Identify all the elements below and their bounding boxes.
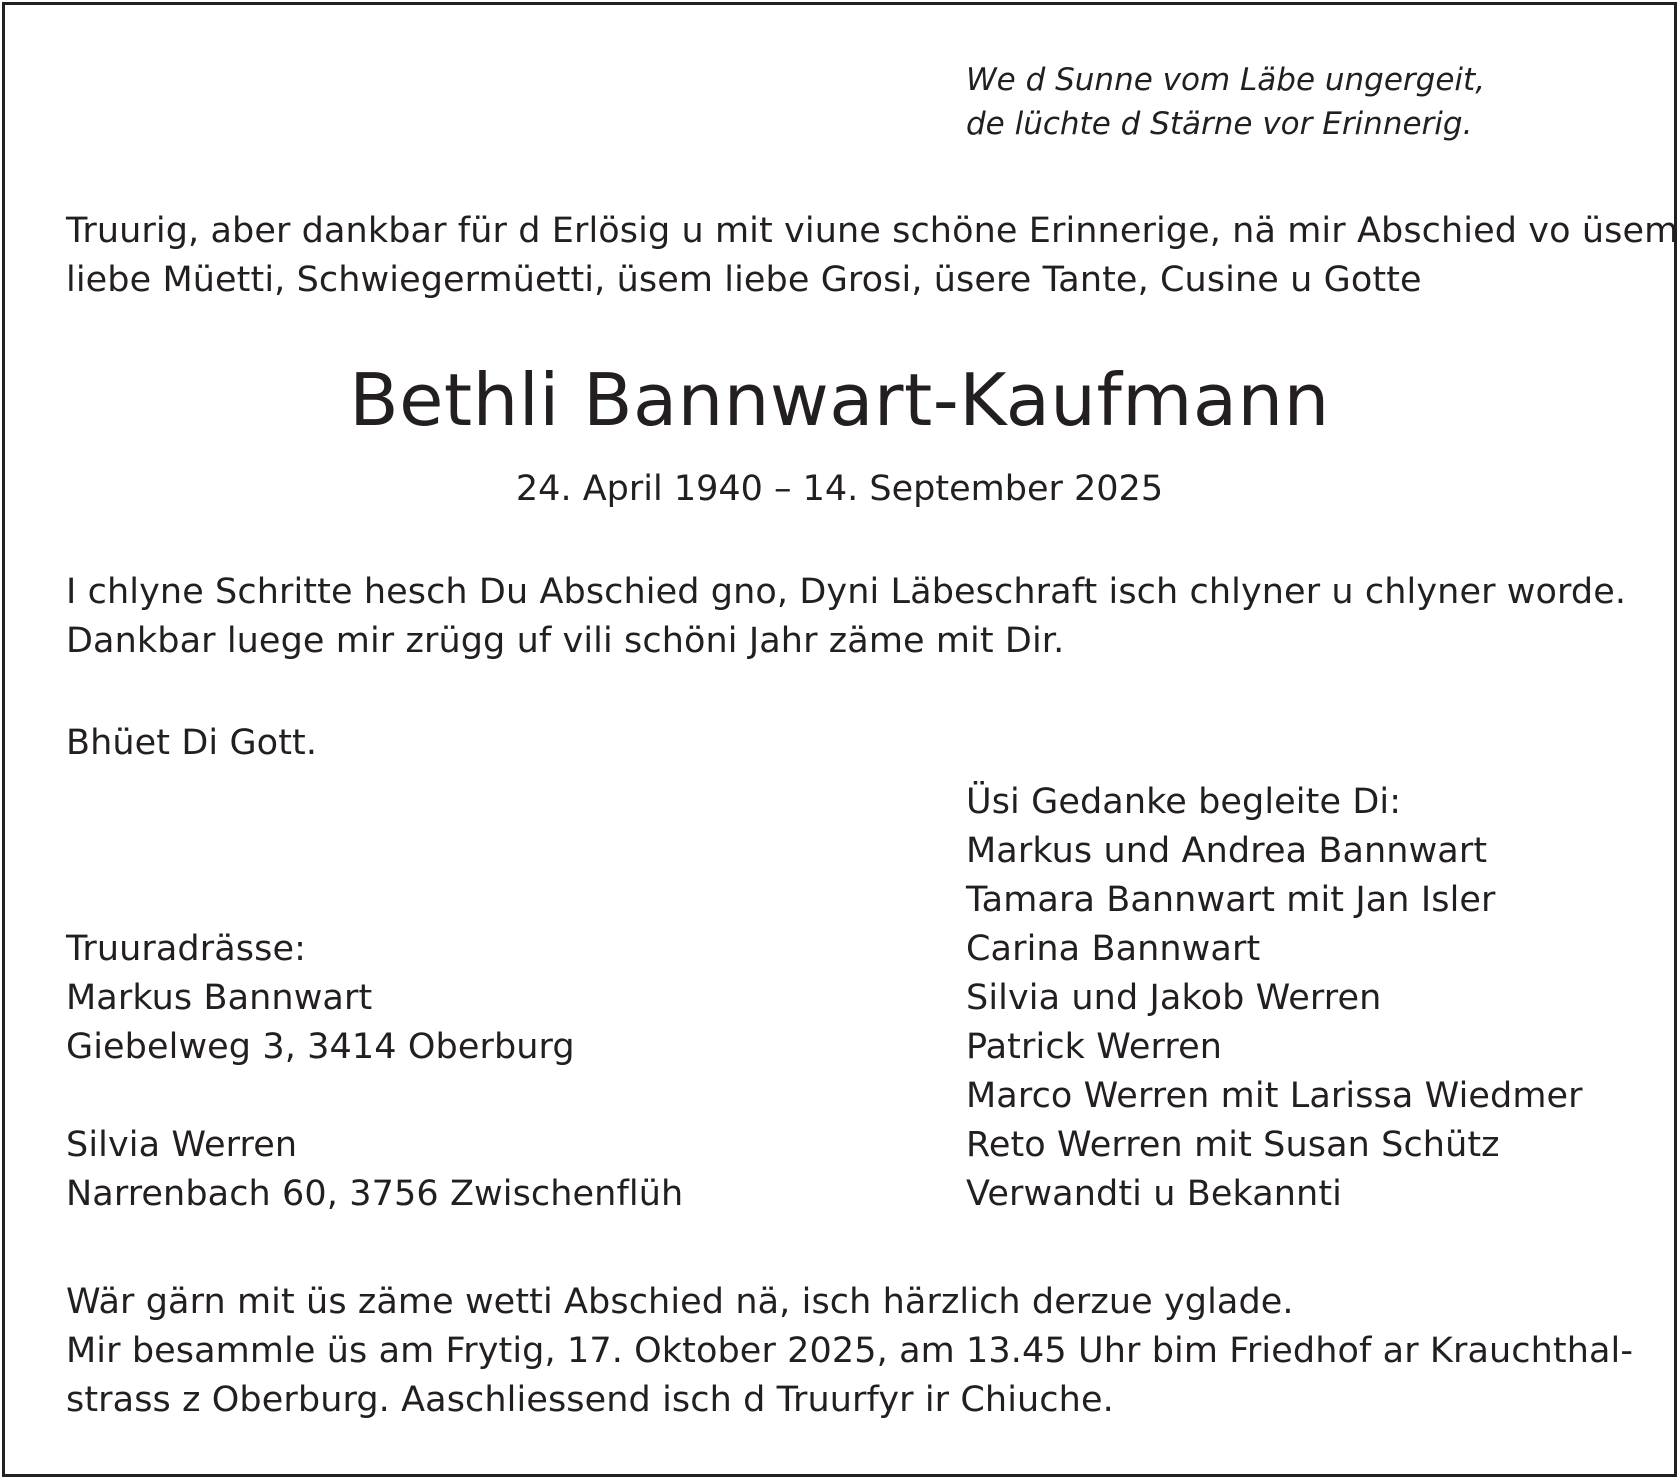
verse-line: I chlyne Schritte hesch Du Abschied gno, Dyni Läbeschraft isch chlyner u chlyner worde. [66,572,1627,612]
deceased-name: Bethli Bannwart-Kaufmann [349,358,1330,442]
mourner-name: Verwandti u Bekannti [966,1174,1342,1214]
verse-line: Dankbar luege mir zrügg uf vili schöni Jahr zäme mit Dir. [66,621,1065,661]
service-line: strass z Oberburg. Aaschliessend isch d Truurfyr ir Chiuche. [66,1380,1114,1420]
address-contact-name: Markus Bannwart [66,978,373,1018]
mourning-address [66,925,575,1072]
mourners-list [966,778,1583,1219]
mourning-address-second [66,1121,683,1219]
address-contact-street: Giebelweg 3, 3414 Oberburg [66,1027,575,1067]
intro-line: liebe Müetti, Schwiegermüetti, üsem liebe Grosi, üsere Tante, Cusine u Gotte [66,260,1422,300]
address-contact-name: Silvia Werren [66,1125,298,1165]
mourner-name: Reto Werren mit Susan Schütz [966,1125,1500,1165]
service-line: Wär gärn mit üs zäme wetti Abschied nä, isch härzlich derzue yglade. [66,1282,1294,1322]
mourner-name: Patrick Werren [966,1027,1223,1067]
mourner-name: Carina Bannwart [966,929,1261,969]
mourner-name: Silvia und Jakob Werren [966,978,1382,1018]
service-line: Mir besammle üs am Frytig, 17. Oktober 2025, am 13.45 Uhr bim Friedhof ar Krauchthal- [66,1331,1634,1371]
mourner-name: Tamara Bannwart mit Jan Isler [966,880,1496,920]
service-paragraph [66,1278,1633,1425]
farewell-text: Bhüet Di Gott. [66,723,318,763]
address-contact-street: Narrenbach 60, 3756 Zwischenflüh [66,1174,684,1214]
motto-quote [966,58,1485,146]
mourner-name: Markus und Andrea Bannwart [966,831,1488,871]
intro-paragraph [66,207,1678,305]
motto-line: We d Sunne vom Läbe ungergeit, [966,62,1486,98]
mourner-name: Marco Werren mit Larissa Wiedmer [966,1076,1583,1116]
intro-line: Truurig, aber dankbar für d Erlösig u mit viune schöne Erinnerige, nä mir Abschied vo üsem [66,211,1679,251]
motto-line: de lüchte d Stärne vor Erinnerig. [966,106,1473,142]
mourners-heading: Üsi Gedanke begleite Di: [966,782,1402,822]
life-dates: 24. April 1940 – 14. September 2025 [515,469,1164,509]
address-heading: Truuradrässe: [66,929,306,969]
verse-paragraph [66,568,1626,666]
